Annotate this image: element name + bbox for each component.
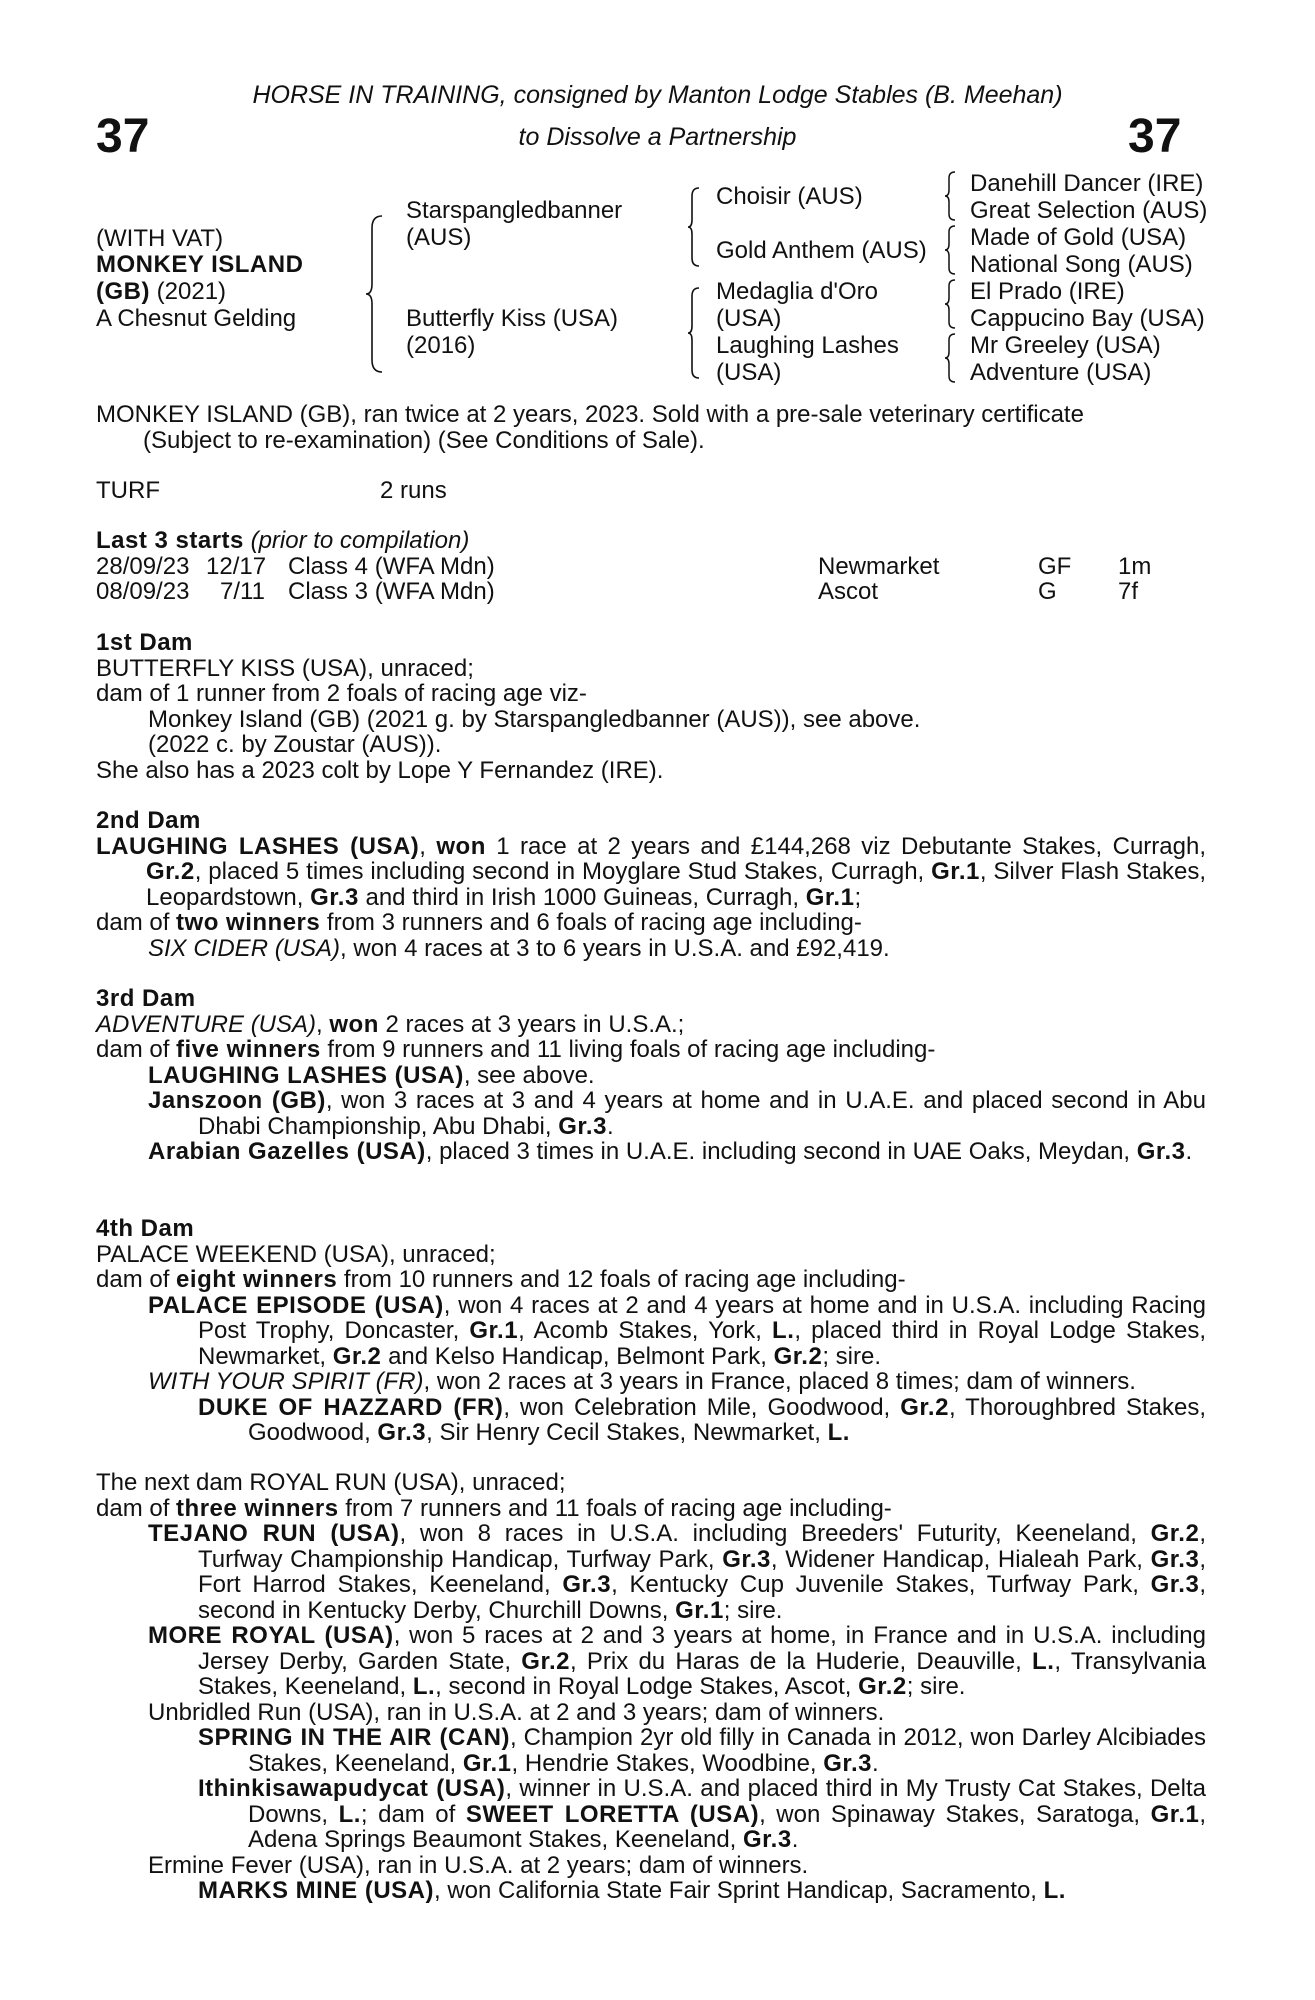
header-line-1: HORSE IN TRAINING, consigned by Manton Lodge Stables (B. Meehan) [252, 81, 1063, 109]
start-distance: 7f [1118, 578, 1139, 605]
grandparent-2: Great Selection (AUS) [970, 197, 1208, 224]
sire-country: (AUS) [406, 224, 472, 251]
third-dam-section [96, 986, 1206, 1165]
dam-sire: Medaglia d'Oro [716, 278, 878, 305]
third-dam-progeny: LAUGHING LASHES (USA), see above. [148, 1061, 595, 1089]
first-dam-heading: 1st Dam [96, 629, 193, 656]
pedigree-brace-dam [686, 286, 702, 380]
pedigree-brace-g1 [944, 170, 958, 222]
second-dam-produce-summary: dam of two winners from 3 runners and 6 foals of racing age including- [96, 909, 862, 936]
pedigree-brace-sire [686, 186, 702, 268]
next-dam-progeny: TEJANO RUN (USA), won 8 races in U.S.A. including Breeders' Futurity, Keeneland, Gr.2, Turfway Championship Handicap, Turfway Park, Gr.3, Widener Handicap, Hialeah Park, Gr.3, Fort Harrod Stakes, Keeneland, Gr.3, Kentucky Cup Juvenile Stakes, Turfway Park, Gr.3, second in Kentucky Derby, Churchill Downs, Gr.1; sire. [148, 1520, 1206, 1624]
dam-dam: Laughing Lashes [716, 332, 899, 359]
start-class: Class 4 (WFA Mdn) [288, 553, 495, 580]
fourth-dam-record: PALACE WEEKEND (USA), unraced; [96, 1240, 496, 1268]
fourth-dam-grandprogeny: DUKE OF HAZZARD (FR), won Celebration Mile, Goodwood, Gr.2, Thoroughbred Stakes, Goodwood, Gr.3, Sir Henry Cecil Stakes, Newmarket, L. [198, 1393, 1207, 1446]
pedigree-brace-g3 [944, 278, 958, 330]
third-dam-heading: 3rd Dam [96, 985, 196, 1012]
summary-line-1: MONKEY ISLAND (GB), ran twice at 2 years, 2023. Sold with a pre-sale veterinary certificate [96, 401, 1084, 428]
start-distance: 1m [1118, 553, 1152, 580]
summary-line-2: (Subject to re-examination) (See Conditions of Sale). [143, 427, 705, 454]
first-dam-line: dam of 1 runner from 2 foals of racing age viz- [96, 680, 587, 707]
turf-runs: 2 runs [380, 477, 447, 504]
next-dam-record: The next dam ROYAL RUN (USA), unraced; [96, 1469, 566, 1496]
next-dam-grandprogeny: Ithinkisawapudycat (USA), winner in U.S.A. and placed third in My Trusty Cat Stakes, Delta Downs, L.; dam of SWEET LORETTA (USA), won Spinaway Stakes, Saratoga, Gr.1, Adena Springs Beaumont Stakes, Keeneland, Gr.3. [198, 1775, 1207, 1853]
sire-name: Starspangledbanner [406, 197, 623, 224]
horse-name: MONKEY ISLAND [96, 251, 304, 278]
start-position: 7/11 [220, 578, 265, 605]
next-dam-produce-summary: dam of three winners from 7 runners and 11 foals of racing age including- [96, 1494, 892, 1522]
sire-dam: Gold Anthem (AUS) [716, 237, 927, 264]
next-dam-progeny: Unbridled Run (USA), ran in U.S.A. at 2 and 3 years; dam of winners. [148, 1698, 885, 1726]
start-class: Class 3 (WFA Mdn) [288, 578, 495, 605]
pedigree-brace-g4 [944, 332, 958, 384]
turf-label: TURF [96, 477, 160, 504]
start-course: Newmarket [818, 553, 940, 580]
third-dam-record: ADVENTURE (USA), won 2 races at 3 years in U.S.A.; [96, 1010, 685, 1038]
start-course: Ascot [818, 578, 879, 605]
first-dam-produce: (2022 c. by Zoustar (AUS)). [148, 731, 442, 758]
dam-name: Butterfly Kiss (USA) [406, 305, 619, 332]
grandparent-7: Mr Greeley (USA) [970, 332, 1161, 359]
dam-dam-country: (USA) [716, 359, 782, 386]
first-dam-produce: Monkey Island (GB) (2021 g. by Starspangledbanner (AUS)), see above. [148, 705, 921, 733]
pedigree-brace-main [364, 214, 386, 374]
dam-sire-country: (USA) [716, 305, 782, 332]
third-dam-progeny: Janszoon (GB), won 3 races at 3 and 4 years at home and in U.A.E. and placed second in Abu Dhabi Championship, Abu Dhabi, Gr.3. [148, 1087, 1206, 1140]
fourth-dam-produce-summary: dam of eight winners from 10 runners and 12 foals of racing age including- [96, 1266, 906, 1293]
start-position: 12/17 [206, 553, 267, 580]
horse-country-year: (GB) (2021) [96, 278, 227, 305]
first-dam-section [96, 630, 1206, 783]
next-dam-grandprogeny: SPRING IN THE AIR (CAN), Champion 2yr old filly in Canada in 2012, won Darley Alcibiades Stakes, Keeneland, Gr.1, Hendrie Stakes, Woodbine, Gr.3. [198, 1724, 1206, 1777]
next-dam-progeny: Ermine Fever (USA), ran in U.S.A. at 2 years; dam of winners. [148, 1851, 809, 1879]
grandparent-6: Cappucino Bay (USA) [970, 305, 1205, 332]
last-starts-heading: Last 3 starts (prior to compilation) [96, 527, 470, 554]
sire-sire: Choisir (AUS) [716, 183, 863, 210]
grandparent-3: Made of Gold (USA) [970, 224, 1187, 251]
third-dam-progeny: Arabian Gazelles (USA), placed 3 times in U.A.E. including second in UAE Oaks, Meydan, Gr.3. [148, 1138, 1193, 1165]
fourth-dam-progeny: WITH YOUR SPIRIT (FR), won 2 races at 3 years in France, placed 8 times; dam of winners. [148, 1368, 1136, 1395]
fourth-dam-progeny: PALACE EPISODE (USA), won 4 races at 2 and 4 years at home and in U.S.A. including Racing Post Trophy, Doncaster, Gr.1, Acomb Stakes, York, L., placed third in Royal Lodge Stakes, Newmarket, Gr.2 and Kelso Handicap, Belmont Park, Gr.2; sire. [148, 1291, 1206, 1370]
vat-note: (WITH VAT) [96, 225, 224, 252]
first-dam-line: BUTTERFLY KISS (USA), unraced; [96, 654, 474, 682]
lot-number-left: 37 [96, 110, 150, 163]
dam-year: (2016) [406, 332, 476, 359]
next-dam-grandprogeny: MARKS MINE (USA), won California State Fair Sprint Handicap, Sacramento, L. [198, 1877, 1066, 1904]
next-dam-progeny: MORE ROYAL (USA), won 5 races at 2 and 3 years at home, in France and in U.S.A. including Jersey Derby, Garden State, Gr.2, Prix du Haras de la Huderie, Deauville, L., Transylvania Stakes, Keeneland, L., second in Royal Lodge Stakes, Ascot, Gr.2; sire. [148, 1622, 1207, 1700]
horse-description: A Chesnut Gelding [96, 305, 297, 332]
second-dam-progeny: SIX CIDER (USA), won 4 races at 3 to 6 years in U.S.A. and £92,419. [148, 934, 890, 962]
grandparent-1: Danehill Dancer (IRE) [970, 170, 1204, 197]
second-dam-record: LAUGHING LASHES (USA), won 1 race at 2 years and £144,268 viz Debutante Stakes, Curragh, Gr.2, placed 5 times including second in Moyglare Stud Stakes, Curragh, Gr.1, Silver Flash Stakes, Leopardstown, Gr.3 and third in Irish 1000 Guineas, Curragh, Gr.1; [96, 832, 1206, 911]
start-going: GF [1038, 553, 1072, 580]
fourth-dam-section [96, 1216, 1206, 1446]
lot-number-right: 37 [1128, 110, 1182, 163]
second-dam-heading: 2nd Dam [96, 807, 201, 834]
grandparent-5: El Prado (IRE) [970, 278, 1125, 305]
grandparent-4: National Song (AUS) [970, 251, 1193, 278]
start-date: 08/09/23 [96, 578, 190, 605]
start-date: 28/09/23 [96, 553, 190, 580]
first-dam-line: She also has a 2023 colt by Lope Y Fernandez (IRE). [96, 756, 664, 784]
third-dam-produce-summary: dam of five winners from 9 runners and 11 living foals of racing age including- [96, 1036, 936, 1063]
second-dam-section [96, 808, 1206, 961]
fourth-dam-heading: 4th Dam [96, 1215, 195, 1242]
grandparent-8: Adventure (USA) [970, 359, 1152, 386]
pedigree-brace-g2 [944, 224, 958, 276]
next-dam-section [96, 1470, 1206, 1904]
start-going: G [1038, 578, 1057, 605]
header-line-2: to Dissolve a Partnership [518, 123, 797, 151]
